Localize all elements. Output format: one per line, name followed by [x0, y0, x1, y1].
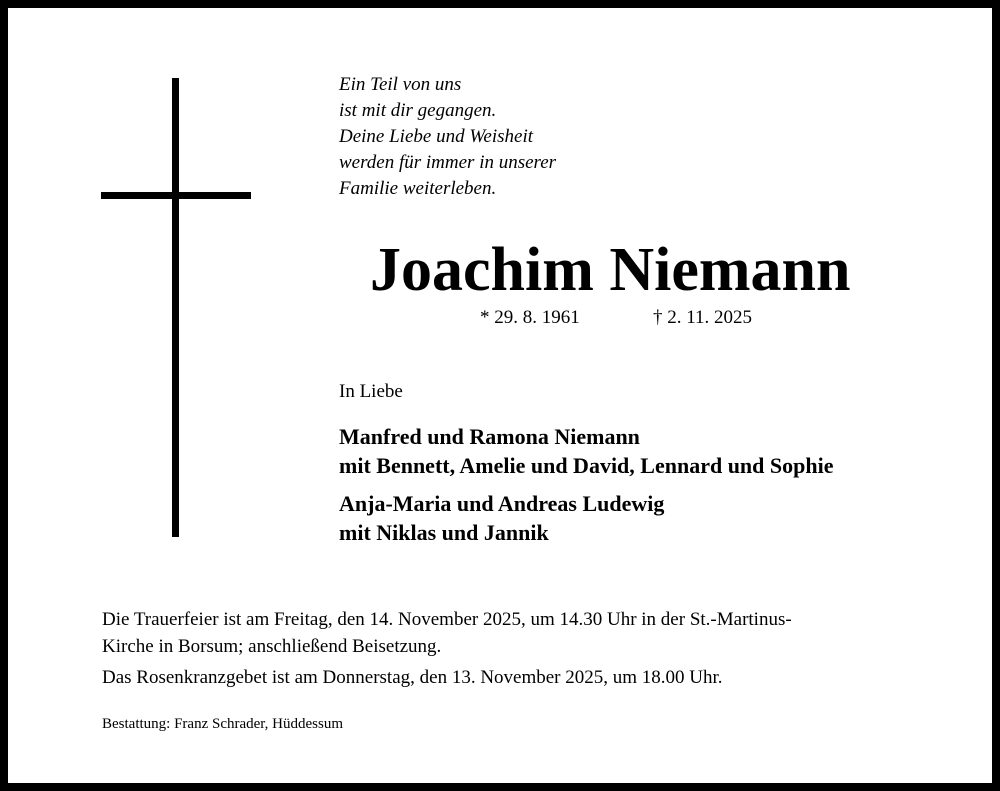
cross-icon-bar [101, 192, 251, 199]
mourner-family [339, 489, 664, 547]
death-date: † 2. 11. 2025 [653, 307, 753, 328]
rosary-info-line: Das Rosenkranzgebet ist am Donnerstag, den 13. November 2025, um 18.00 Uhr. [102, 667, 723, 688]
verse-line: werden für immer in unserer [339, 152, 557, 173]
funeral-info-line: Die Trauerfeier ist am Freitag, den 14. November 2025, um 14.30 Uhr in der St.-Martinus- [102, 609, 792, 630]
verse-line: Deine Liebe und Weisheit [339, 126, 534, 147]
family-children: mit Niklas und Jannik [339, 520, 549, 545]
verse-line: Familie weiterleben. [339, 178, 497, 199]
family-parents: Anja-Maria und Andreas Ludewig [339, 491, 665, 516]
funeral-service-info [102, 606, 792, 660]
family-parents: Manfred und Ramona Niemann [339, 424, 640, 449]
verse-line: Ein Teil von uns [339, 74, 462, 95]
deceased-name: Joachim Niemann [370, 236, 851, 304]
mourner-family [339, 422, 833, 480]
memorial-verse [339, 72, 556, 202]
birth-date: * 29. 8. 1961 [480, 307, 580, 328]
mourners-intro: In Liebe [339, 381, 403, 402]
verse-line: ist mit dir gegangen. [339, 100, 497, 121]
undertaker-credit: Bestattung: Franz Schrader, Hüddessum [102, 716, 344, 732]
family-children: mit Bennett, Amelie und David, Lennard und Sophie [339, 453, 834, 478]
rosary-info [102, 664, 723, 691]
cross-icon [172, 78, 179, 537]
funeral-info-line: Kirche in Borsum; anschließend Beisetzung. [102, 636, 442, 657]
